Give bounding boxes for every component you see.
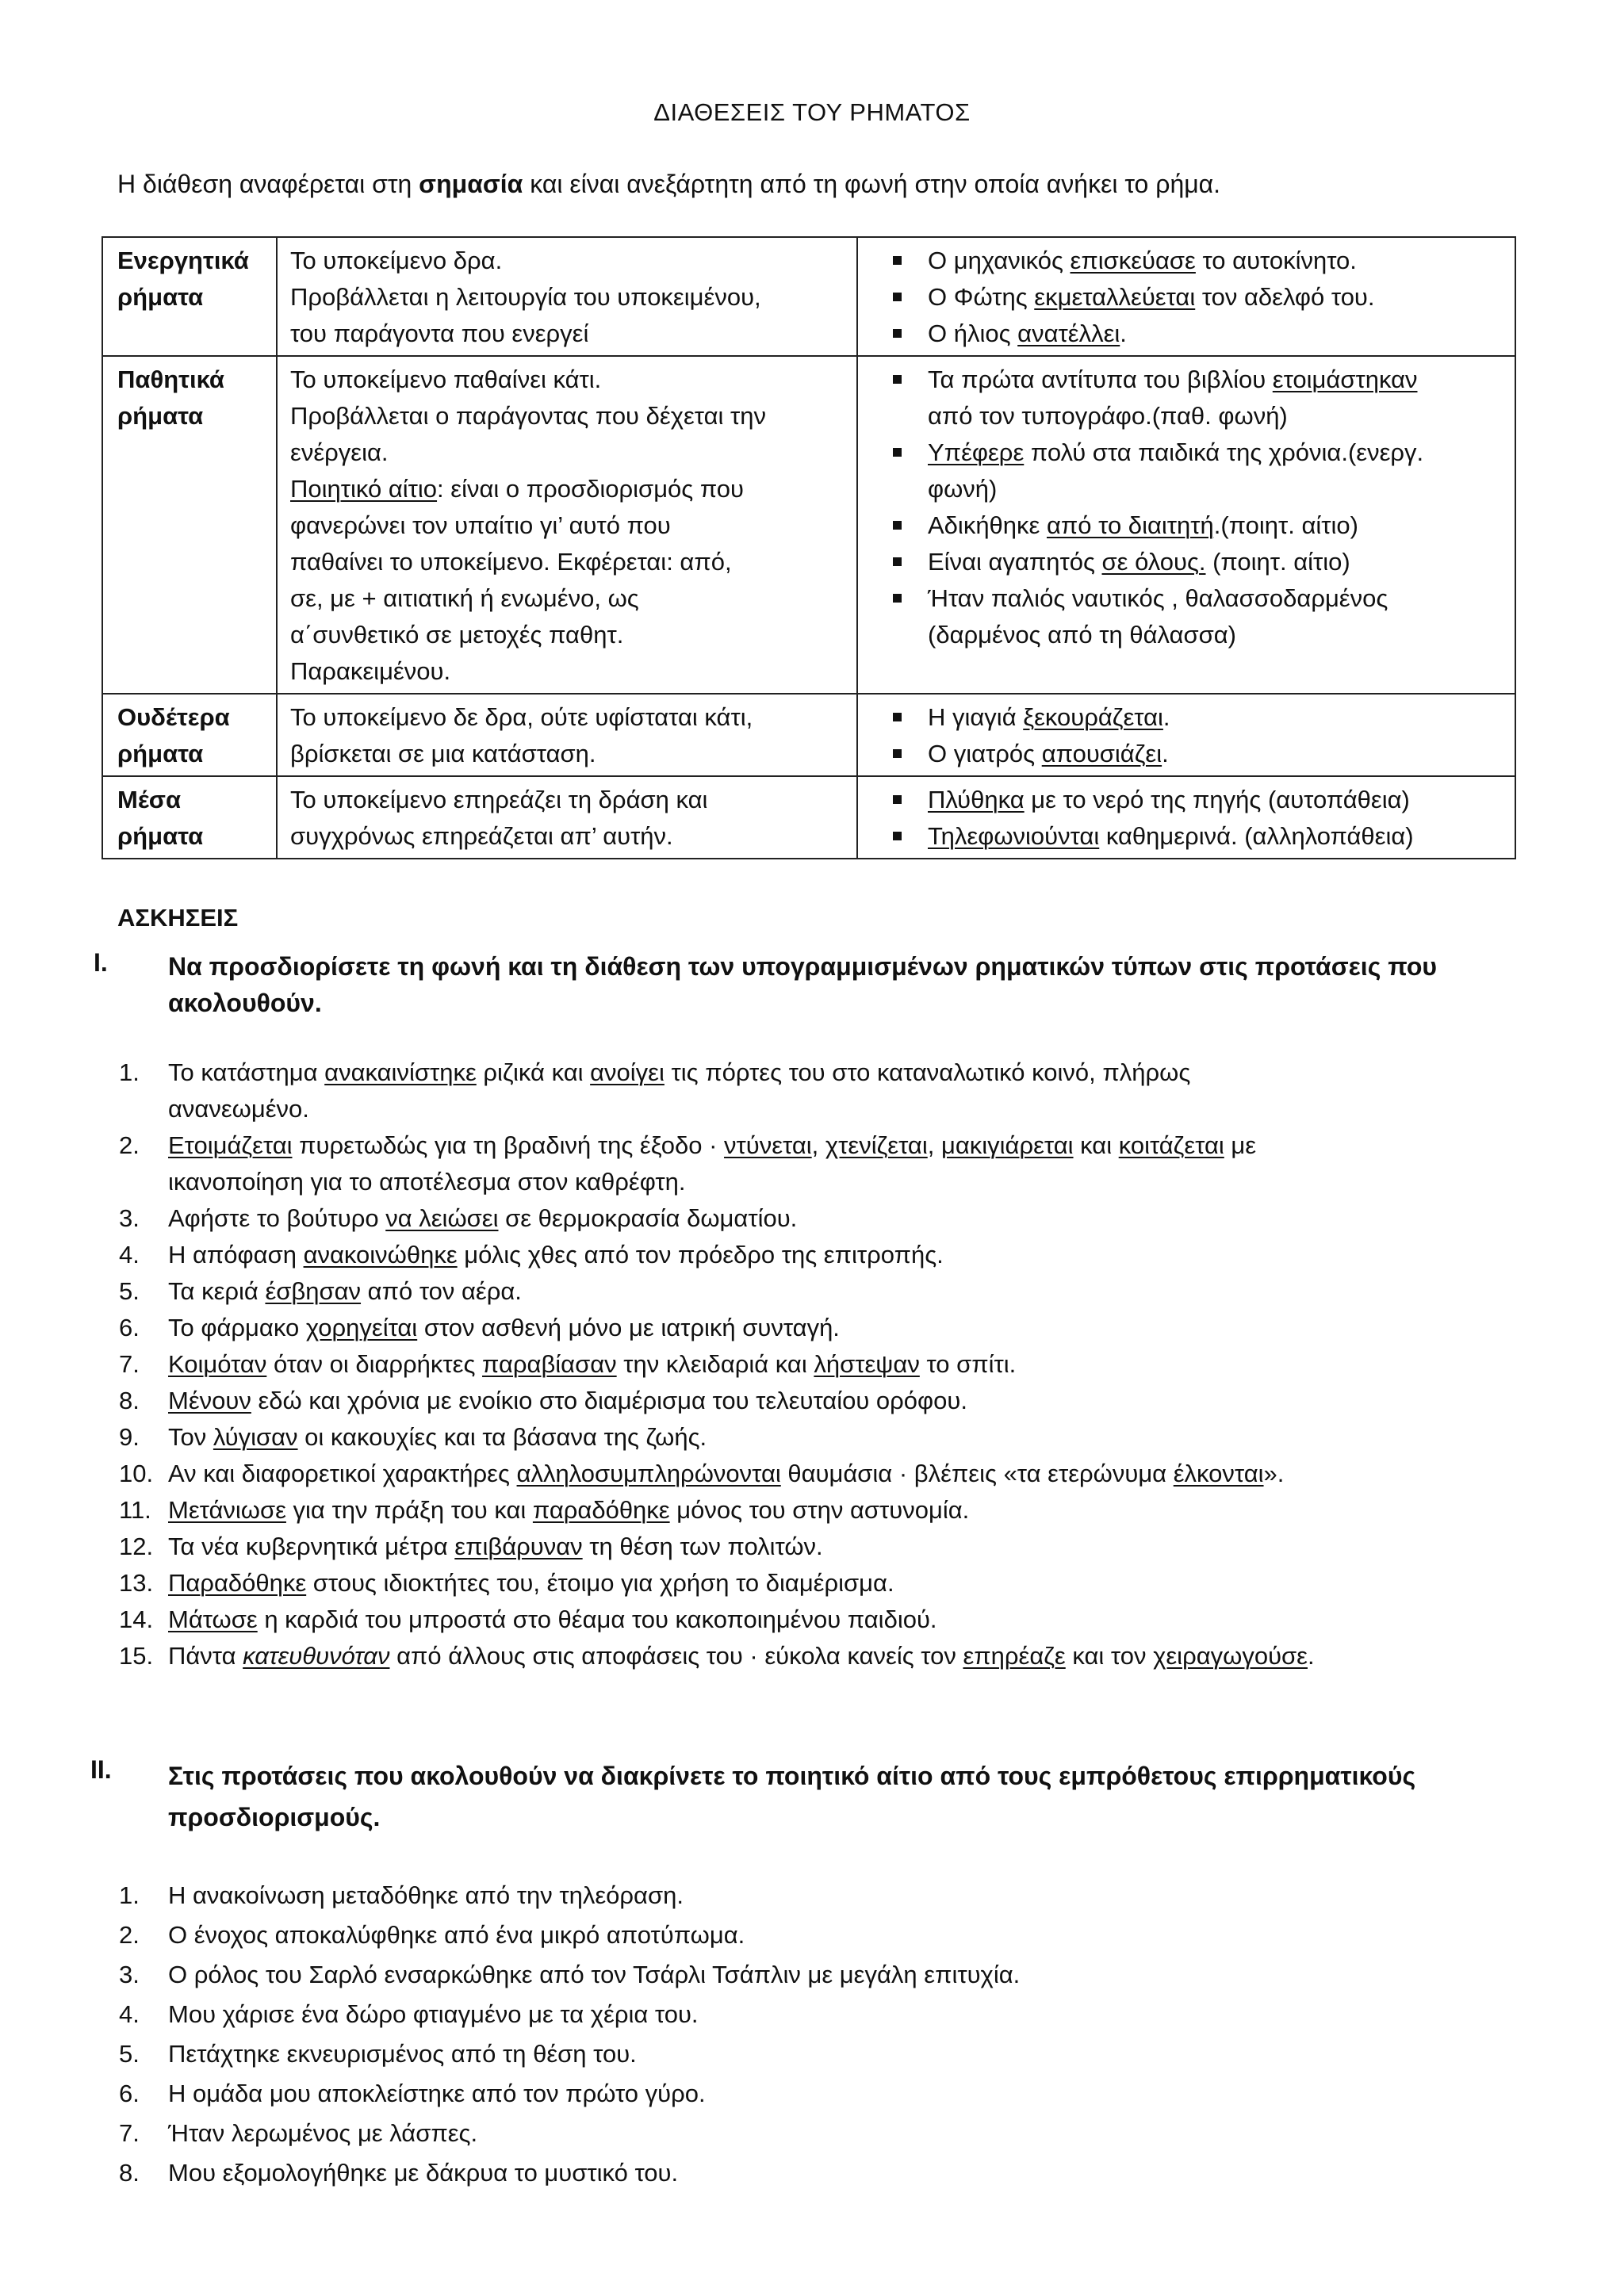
- item-number: 7.: [119, 2119, 140, 2147]
- underlined-verb: Μετάνιωσε: [168, 1496, 286, 1524]
- item-number: 4.: [119, 2000, 140, 2028]
- description-line: [290, 243, 844, 279]
- text-segment: (δαρμένος από τη θάλασσα): [928, 621, 1236, 649]
- underlined-verb: μακιγιάρεται: [940, 1131, 1074, 1159]
- voice-row: [102, 776, 1515, 859]
- underlined-verb: από το διαιτητή: [1046, 511, 1214, 539]
- item-number: 7.: [119, 1350, 140, 1378]
- item-number: 15.: [119, 1642, 154, 1670]
- exercise-2-instruction-line: προσδιορισμούς.: [168, 1803, 381, 1831]
- text-segment: .: [1120, 320, 1127, 347]
- item-number: 1.: [119, 1881, 140, 1909]
- text-segment: του παράγοντα που ενεργεί: [290, 320, 589, 347]
- voice-examples: [857, 694, 1515, 776]
- exercise-item: [119, 2034, 1530, 2074]
- text-segment: βρίσκεται σε μια κατάσταση.: [290, 740, 596, 767]
- exercise-item: [119, 1237, 1530, 1273]
- underlined-verb: ετοιμάστηκαν: [1272, 365, 1418, 393]
- text-segment: : είναι ο προσδιορισμός που: [437, 475, 744, 503]
- exercises-heading: ΑΣΚΗΣΕΙΣ: [117, 904, 239, 932]
- text-segment: Τον: [168, 1423, 213, 1451]
- text-segment: παθαίνει το υποκείμενο. Εκφέρεται: από,: [290, 548, 732, 576]
- underlined-verb: παραβίασαν: [482, 1350, 617, 1378]
- voice-label: [102, 237, 277, 356]
- description-line: [290, 507, 844, 544]
- intro-bold-term: σημασία: [419, 170, 523, 198]
- underlined-verb: να λειώσει: [385, 1204, 499, 1232]
- underlined-verb: παραδόθηκε: [532, 1496, 670, 1524]
- item-line: [168, 1164, 1530, 1200]
- exercise-item: [119, 2153, 1530, 2193]
- example-line: [928, 316, 1502, 352]
- voice-label-line: Παθητικά: [117, 365, 224, 393]
- example-line: [928, 471, 1502, 507]
- exercise-item: [119, 1915, 1530, 1955]
- item-line: [168, 1273, 1530, 1310]
- text-segment: από τον τυπογράφο.(παθ. φωνή): [928, 402, 1288, 430]
- text-segment: Τα πρώτα αντίτυπα του βιβλίου: [928, 365, 1273, 393]
- page-title: ΔΙΑΘΕΣΕΙΣ ΤΟΥ ΡΗΜΑΤΟΣ: [653, 98, 971, 126]
- item-line: [168, 1638, 1530, 1674]
- item-line: [168, 1876, 1530, 1915]
- voice-label-line: ρήματα: [117, 822, 204, 850]
- item-number: 14.: [119, 1605, 154, 1633]
- description-line: [290, 471, 844, 507]
- text-segment: Αν και διαφορετικοί χαρακτήρες: [168, 1460, 517, 1487]
- text-segment: σε θερμοκρασία δωματίου.: [498, 1204, 798, 1232]
- text-segment: με το νερό της πηγής (αυτοπάθεια): [1024, 786, 1410, 813]
- text-segment: από τον αέρα.: [361, 1277, 522, 1305]
- example-line: [928, 398, 1502, 434]
- text-segment: ,: [811, 1131, 825, 1159]
- text-segment: και τον: [1065, 1642, 1154, 1670]
- text-segment: ικανοποίηση για το αποτέλεσμα στον καθρέφτη.: [168, 1168, 686, 1196]
- text-segment: Αδικήθηκε: [928, 511, 1047, 539]
- text-segment: Ο Φώτης: [928, 283, 1035, 311]
- example-bullet-item: [871, 362, 1502, 434]
- text-segment: ενέργεια.: [290, 438, 389, 466]
- text-segment: Αφήστε το βούτυρο: [168, 1204, 386, 1232]
- exercise-2-numeral: II.: [90, 1755, 112, 1784]
- exercise-1-instruction-line: Να προσδιορίσετε τη φωνή και τη διάθεση των υπογραμμισμένων ρηματικών τύπων στις προτάσεις που: [168, 952, 1437, 981]
- description-line: [290, 782, 844, 818]
- item-number: 11.: [119, 1496, 151, 1524]
- text-segment: και: [1073, 1131, 1119, 1159]
- description-line: [290, 617, 844, 653]
- text-segment: Είναι αγαπητός: [928, 548, 1102, 576]
- underlined-verb: Υπέφερε: [928, 438, 1025, 466]
- example-line: [928, 818, 1502, 855]
- item-line: [168, 1456, 1530, 1492]
- example-line: [928, 782, 1502, 818]
- text-segment: Το υποκείμενο επηρεάζει τη δράση και: [290, 786, 708, 813]
- item-line: [168, 1601, 1530, 1638]
- exercise-item: [119, 2114, 1530, 2153]
- item-number: 6.: [119, 2080, 140, 2107]
- example-bullet-item: [871, 316, 1502, 352]
- text-segment: η καρδιά του μπροστά στο θέαμα του κακοποιημένου παιδιού.: [257, 1605, 937, 1633]
- underlined-verb: επηρέαζε: [963, 1642, 1066, 1670]
- item-line: [168, 2153, 1530, 2193]
- example-line: [928, 362, 1502, 398]
- underlined-verb: Ετοιμάζεται: [168, 1131, 293, 1159]
- exercise-item: [119, 1456, 1530, 1492]
- voice-row: [102, 237, 1515, 356]
- underlined-verb: Μένουν: [168, 1387, 251, 1414]
- item-number: 3.: [119, 1961, 140, 1988]
- example-line: [928, 580, 1502, 617]
- example-bullet-item: [871, 544, 1502, 580]
- item-line: [168, 1995, 1530, 2034]
- item-number: 4.: [119, 1241, 140, 1269]
- underlined-verb: ανακαινίστηκε: [324, 1058, 477, 1086]
- description-line: [290, 544, 844, 580]
- description-line: [290, 653, 844, 690]
- text-segment: την κλειδαριά και: [616, 1350, 814, 1378]
- item-line: [168, 1915, 1530, 1955]
- exercise-item: [119, 1419, 1530, 1456]
- text-segment: συγχρόνως επηρεάζεται απ’ αυτήν.: [290, 822, 673, 850]
- text-segment: Μου χάρισε ένα δώρο φτιαγμένο με τα χέρια του.: [168, 2000, 699, 2028]
- underlined-verb: λύγισαν: [213, 1423, 298, 1451]
- text-segment: τον αδελφό του.: [1195, 283, 1375, 311]
- voice-label-line: Μέσα: [117, 786, 182, 813]
- item-number: 2.: [119, 1131, 140, 1159]
- text-segment: πυρετωδώς για τη βραδινή της έξοδο ·: [292, 1131, 725, 1159]
- item-number: 3.: [119, 1204, 140, 1232]
- underlined-verb: εκμεταλλεύεται: [1034, 283, 1196, 311]
- exercise-item: [119, 2074, 1530, 2114]
- description-line: [290, 316, 844, 352]
- item-number: 2.: [119, 1921, 140, 1949]
- text-segment: θαυμάσια · βλέπεις «τα ετερώνυμα: [780, 1460, 1174, 1487]
- item-number: 10.: [119, 1460, 154, 1487]
- exercise-item: [119, 1601, 1530, 1638]
- item-number: 8.: [119, 1387, 140, 1414]
- text-segment: στους ιδιοκτήτες του, έτοιμο για χρήση το διαμέρισμα.: [306, 1569, 894, 1597]
- item-line: [168, 1200, 1530, 1237]
- underlined-verb: Ποιητικό αίτιο: [290, 475, 438, 503]
- text-segment: μόλις χθες από τον πρόεδρο της επιτροπής.: [457, 1241, 944, 1269]
- underlined-verb: Τηλεφωνιούνται: [928, 822, 1100, 850]
- text-segment: οι κακουχίες και τα βάσανα της ζωής.: [297, 1423, 707, 1451]
- underlined-verb: σε όλους.: [1101, 548, 1206, 576]
- underlined-verb: κοιτάζεται: [1118, 1131, 1224, 1159]
- voice-label-line: Ουδέτερα: [117, 703, 230, 731]
- voice-description: [277, 776, 857, 859]
- text-segment: με: [1224, 1131, 1257, 1159]
- example-bullet-item: [871, 434, 1502, 507]
- text-segment: για την πράξη του και: [285, 1496, 533, 1524]
- text-segment: Προβάλλεται η λειτουργία του υποκειμένου,: [290, 283, 761, 311]
- underlined-verb: χειραγωγούσε: [1153, 1642, 1308, 1670]
- exercise-item: [119, 1492, 1530, 1529]
- exercise-item: [119, 1054, 1530, 1127]
- text-segment: εδώ και χρόνια με ενοίκιο στο διαμέρισμα του τελευταίου ορόφου.: [251, 1387, 967, 1414]
- text-segment: Ο ήλιος: [928, 320, 1018, 347]
- underlined-verb: Πλύθηκα: [928, 786, 1025, 813]
- voice-table: [102, 236, 1516, 859]
- item-line: [168, 1310, 1530, 1346]
- item-line: [168, 1529, 1530, 1565]
- exercise-item: [119, 1273, 1530, 1310]
- example-bullet-item: [871, 818, 1502, 855]
- text-segment: Τα νέα κυβερνητικά μέτρα: [168, 1533, 455, 1560]
- text-segment: σε, με + αιτιατική ή ενωμένο, ως: [290, 584, 639, 612]
- text-segment: Το υποκείμενο παθαίνει κάτι.: [290, 365, 602, 393]
- underlined-verb: χτενίζεται: [825, 1131, 928, 1159]
- exercise-1-list: [119, 1054, 1530, 1674]
- intro-text-after: και είναι ανεξάρτητη από τη φωνή στην οποία ανήκει το ρήμα.: [523, 170, 1221, 198]
- exercise-item: [119, 1310, 1530, 1346]
- intro-paragraph: [117, 170, 1220, 199]
- underlined-verb: έλκονται: [1173, 1460, 1264, 1487]
- text-segment: Ήταν παλιός ναυτικός , θαλασσοδαρμένος: [928, 584, 1388, 612]
- exercise-item: [119, 1638, 1530, 1674]
- underlined-verb: ντύνεται: [724, 1131, 812, 1159]
- text-segment: .: [1307, 1642, 1315, 1670]
- text-segment: ».: [1263, 1460, 1285, 1487]
- item-line: [168, 1237, 1530, 1273]
- description-line: [290, 580, 844, 617]
- example-bullet-item: [871, 580, 1502, 653]
- text-segment: φανερώνει τον υπαίτιο γι’ αυτό που: [290, 511, 671, 539]
- text-segment: Η απόφαση: [168, 1241, 304, 1269]
- item-line: [168, 1346, 1530, 1383]
- underlined-verb: ανακοινώθηκε: [303, 1241, 458, 1269]
- example-line: [928, 243, 1502, 279]
- item-number: 5.: [119, 2040, 140, 2068]
- exercise-item: [119, 1995, 1530, 2034]
- text-segment: το σπίτι.: [919, 1350, 1017, 1378]
- underlined-verb: λήστεψαν: [814, 1350, 920, 1378]
- voice-description: [277, 694, 857, 776]
- text-segment: Προβάλλεται ο παράγοντας που δέχεται την: [290, 402, 767, 430]
- voice-label-line: ρήματα: [117, 283, 204, 311]
- item-line: [168, 1955, 1530, 1995]
- text-segment: ,: [927, 1131, 941, 1159]
- example-bullet-item: [871, 243, 1502, 279]
- item-number: 5.: [119, 1277, 140, 1305]
- text-segment: φωνή): [928, 475, 998, 503]
- underlined-verb: απουσιάζει: [1041, 740, 1162, 767]
- text-segment: Η ομάδα μου αποκλείστηκε από τον πρώτο γύρο.: [168, 2080, 706, 2107]
- underlined-verb: επισκεύασε: [1070, 247, 1196, 274]
- exercise-item: [119, 1127, 1530, 1200]
- text-segment: Μου εξομολογήθηκε με δάκρυα το μυστικό του.: [168, 2159, 679, 2187]
- exercise-item: [119, 1565, 1530, 1601]
- voice-description: [277, 356, 857, 694]
- voice-row: [102, 694, 1515, 776]
- voice-label-line: ρήματα: [117, 402, 204, 430]
- example-line: [928, 279, 1502, 316]
- text-segment: ανανεωμένο.: [168, 1095, 309, 1123]
- exercise-item: [119, 1346, 1530, 1383]
- voice-label-line: Ενεργητικά: [117, 247, 249, 274]
- text-segment: Παρακειμένου.: [290, 657, 451, 685]
- voice-examples: [857, 356, 1515, 694]
- description-line: [290, 279, 844, 316]
- exercise-1-instruction-line: ακολουθούν.: [168, 989, 322, 1017]
- text-segment: ριζικά και: [476, 1058, 591, 1086]
- item-number: 9.: [119, 1423, 140, 1451]
- item-line: [168, 2114, 1530, 2153]
- voice-examples: [857, 237, 1515, 356]
- exercise-2-list: [119, 1876, 1530, 2193]
- item-number: 12.: [119, 1533, 154, 1560]
- text-segment: καθημερινά. (αλληλοπάθεια): [1099, 822, 1414, 850]
- text-segment: Το υποκείμενο δρα.: [290, 247, 503, 274]
- voice-label-line: ρήματα: [117, 740, 204, 767]
- example-line: [928, 507, 1502, 544]
- text-segment: όταν οι διαρρήκτες: [266, 1350, 483, 1378]
- text-segment: Ο γιατρός: [928, 740, 1042, 767]
- example-line: [928, 617, 1502, 653]
- voice-description: [277, 237, 857, 356]
- underlined-verb: ξεκουράζεται: [1023, 703, 1163, 731]
- underlined-verb: έσβησαν: [265, 1277, 362, 1305]
- underlined-verb: Παραδόθηκε: [168, 1569, 307, 1597]
- exercise-item: [119, 1383, 1530, 1419]
- example-bullet-item: [871, 279, 1502, 316]
- text-segment: τη θέση των πολιτών.: [582, 1533, 823, 1560]
- underlined-verb: χορηγείται: [305, 1314, 418, 1341]
- item-line: [168, 1127, 1530, 1164]
- exercise-item: [119, 1876, 1530, 1915]
- text-segment: μόνος του στην αστυνομία.: [669, 1496, 970, 1524]
- example-line: [928, 699, 1502, 736]
- description-line: [290, 699, 844, 736]
- item-line: [168, 1383, 1530, 1419]
- text-segment: τις πόρτες του στο καταναλωτικό κοινό, πλήρως: [664, 1058, 1191, 1086]
- text-segment: το αυτοκίνητο.: [1195, 247, 1357, 274]
- item-number: 1.: [119, 1058, 140, 1086]
- underlined-verb: αλληλοσυμπληρώνονται: [516, 1460, 781, 1487]
- text-segment: Το κατάστημα: [168, 1058, 325, 1086]
- example-line: [928, 434, 1502, 471]
- item-line: [168, 2034, 1530, 2074]
- voice-label: [102, 776, 277, 859]
- text-segment: στον ασθενή μόνο με ιατρική συνταγή.: [417, 1314, 840, 1341]
- text-segment: Η γιαγιά: [928, 703, 1024, 731]
- voice-examples: [857, 776, 1515, 859]
- example-line: [928, 736, 1502, 772]
- text-segment: Ο ένοχος αποκαλύφθηκε από ένα μικρό αποτύπωμα.: [168, 1921, 745, 1949]
- item-number: 8.: [119, 2159, 140, 2187]
- description-line: [290, 818, 844, 855]
- underlined-verb: επιβάρυναν: [454, 1533, 583, 1560]
- text-segment: Ο μηχανικός: [928, 247, 1071, 274]
- item-line: [168, 1492, 1530, 1529]
- intro-text-before: Η διάθεση αναφέρεται στη: [117, 170, 419, 198]
- description-line: [290, 398, 844, 434]
- text-segment: από άλλους στις αποφάσεις του · εύκολα κανείς τον: [389, 1642, 963, 1670]
- exercise-2-instruction-line: Στις προτάσεις που ακολουθούν να διακρίνετε το ποιητικό αίτιο από τους εμπρόθετους επιρρηματικούς: [168, 1762, 1416, 1790]
- exercise-item: [119, 1200, 1530, 1237]
- item-line: [168, 1419, 1530, 1456]
- item-line: [168, 2074, 1530, 2114]
- exercise-item: [119, 1955, 1530, 1995]
- description-line: [290, 434, 844, 471]
- underlined-verb: Μάτωσε: [168, 1605, 258, 1633]
- description-line: [290, 736, 844, 772]
- text-segment: .: [1162, 740, 1169, 767]
- text-segment: πολύ στα παιδικά της χρόνια.(ενεργ.: [1024, 438, 1424, 466]
- text-segment: Πετάχτηκε εκνευρισμένος από τη θέση του.: [168, 2040, 637, 2068]
- text-segment: Το υποκείμενο δε δρα, ούτε υφίσταται κάτι,: [290, 703, 753, 731]
- underlined-verb: ανοίγει: [590, 1058, 665, 1086]
- example-bullet-item: [871, 699, 1502, 736]
- item-line: [168, 1054, 1530, 1091]
- item-line: [168, 1091, 1530, 1127]
- text-segment: Πάντα: [168, 1642, 243, 1670]
- underlined-verb: κατευθυνόταν: [243, 1642, 390, 1670]
- exercise-1-numeral: I.: [94, 948, 108, 977]
- example-bullet-item: [871, 507, 1502, 544]
- example-line: [928, 544, 1502, 580]
- voice-label: [102, 356, 277, 694]
- example-bullet-item: [871, 782, 1502, 818]
- underlined-verb: Κοιμόταν: [168, 1350, 267, 1378]
- item-number: 6.: [119, 1314, 140, 1341]
- underlined-verb: ανατέλλει: [1017, 320, 1120, 347]
- voice-label: [102, 694, 277, 776]
- text-segment: Ήταν λερωμένος με λάσπες.: [168, 2119, 478, 2147]
- exercise-item: [119, 1529, 1530, 1565]
- voice-row: [102, 356, 1515, 694]
- text-segment: Ο ρόλος του Σαρλό ενσαρκώθηκε από τον Τσάρλι Τσάπλιν με μεγάλη επιτυχία.: [168, 1961, 1021, 1988]
- text-segment: Τα κεριά: [168, 1277, 266, 1305]
- text-segment: Η ανακοίνωση μεταδόθηκε από την τηλεόραση.: [168, 1881, 684, 1909]
- description-line: [290, 362, 844, 398]
- item-number: 13.: [119, 1569, 154, 1597]
- text-segment: .: [1162, 703, 1170, 731]
- item-line: [168, 1565, 1530, 1601]
- text-segment: .(ποιητ. αίτιο): [1213, 511, 1358, 539]
- text-segment: (ποιητ. αίτιο): [1205, 548, 1350, 576]
- text-segment: α΄συνθετικό σε μετοχές παθητ.: [290, 621, 624, 649]
- text-segment: Το φάρμακο: [168, 1314, 306, 1341]
- example-bullet-item: [871, 736, 1502, 772]
